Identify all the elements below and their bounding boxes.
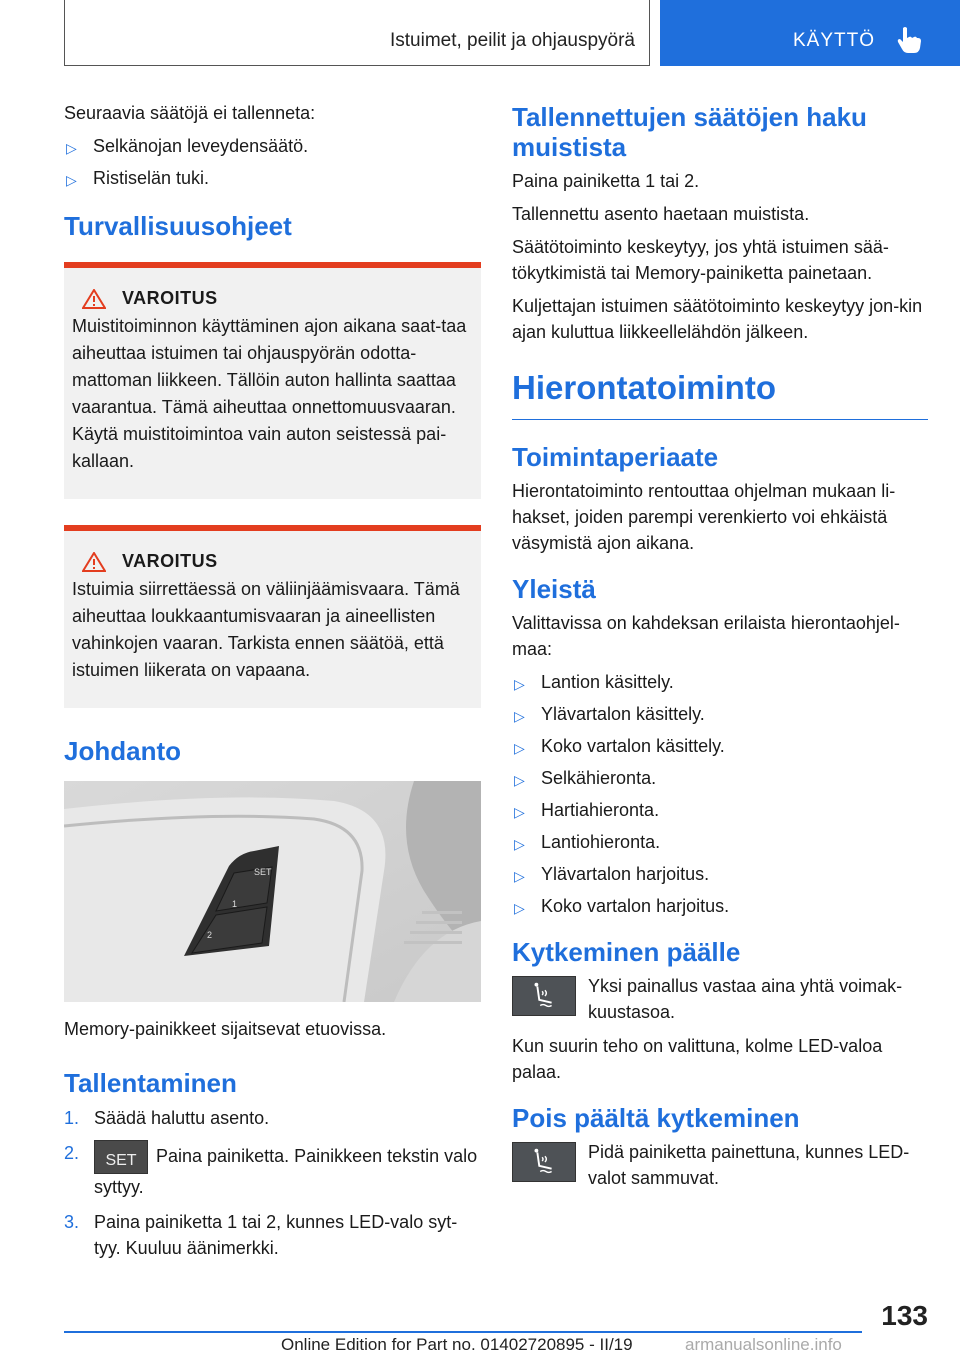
photo-caption: Memory-painikkeet sijaitsevat etuovissa.: [64, 1019, 387, 1039]
memory-2-label: 2: [207, 930, 213, 940]
triangle-bullet-icon: ▷: [514, 740, 525, 756]
general-text: Valittavissa on kahdeksan erilaista hierontaohjel-maa:: [512, 613, 900, 659]
switch-off-heading: Pois päältä kytkeminen: [512, 1103, 800, 1133]
list-item: 3. Paina painiketta 1 tai 2, kunnes LED-valo syt-tyy. Kuuluu äänimerkki.: [64, 1212, 458, 1258]
triangle-bullet-icon: ▷: [514, 804, 525, 820]
memory-1-label: 1: [232, 899, 238, 909]
list-item: ▷ Ristiselän tuki.: [64, 165, 481, 191]
not-saved-list: [64, 133, 481, 191]
warning-box: [64, 262, 481, 499]
triangle-bullet-icon: ▷: [66, 172, 77, 188]
chapter-tab: [64, 0, 650, 66]
list-item: 1. Säädä haluttu asento.: [64, 1108, 270, 1128]
list-item: ▷ Selkänojan leveydensäätö.: [64, 133, 481, 159]
set-button-icon: SET: [94, 1140, 148, 1174]
section-title: KÄYTTÖ: [793, 30, 876, 51]
massage-seat-icon: [512, 976, 576, 1016]
section-tab: [660, 0, 960, 66]
switch-on-heading: Kytkeminen päälle: [512, 937, 741, 967]
recall-text: Paina painiketta 1 tai 2.: [512, 171, 700, 191]
recall-text: Tallennettu asento haetaan muistista.: [512, 204, 810, 224]
triangle-bullet-icon: ▷: [66, 140, 77, 156]
massage-seat-icon: [512, 1142, 576, 1182]
triangle-bullet-icon: ▷: [514, 836, 525, 852]
principle-text: Hierontatoiminto rentouttaa ohjelman mukaan li-hakset, joiden parempi verenkierto voi ehkäistä väsymistä ajon aikana.: [512, 481, 896, 553]
warning-title: VAROITUS: [122, 288, 218, 308]
set-button-label: SET: [254, 867, 272, 877]
chapter-title: Istuimet, peilit ja ohjauspyörä: [389, 30, 635, 51]
warning-triangle-icon: [82, 552, 106, 572]
triangle-bullet-icon: ▷: [514, 772, 525, 788]
triangle-bullet-icon: ▷: [514, 900, 525, 916]
triangle-bullet-icon: ▷: [514, 708, 525, 724]
switch-on-instruction: [512, 973, 928, 1025]
warning-triangle-icon: [82, 289, 106, 309]
recall-text: Kuljettajan istuimen säätötoiminto keskeytyy jon-kin ajan kuluttua liikkeellelähdön jälkeen.: [512, 296, 923, 342]
warning-text: Istuimia siirrettäessä on väliinjäämisvaara. Tämä aiheuttaa loukkaantumisvaaran ja aineellisten vahinkojen vaaran. Tarkista ennen säätöä, että istuimen liikerata on vapaana.: [72, 579, 460, 680]
footer-divider: [64, 1331, 862, 1333]
principle-heading: Toimintaperiaate: [512, 442, 719, 472]
switch-off-instruction: [512, 1139, 928, 1191]
switch-on-text: Yksi painallus vastaa aina yhtä voimak-kuustasoa.: [588, 976, 903, 1022]
massage-heading: Hierontatoiminto: [512, 369, 928, 420]
watermark-text: armanualsonline.info: [685, 1335, 842, 1354]
warning-text: Muistitoiminnon käyttäminen ajon aikana saat-taa aiheuttaa istuimen tai ohjauspyörän odotta-mattoman liikkeen. Tällöin auton hallinta saattaa vaarantua. Tämä aiheuttaa onnettomuusvaaran. Käytä muistitoimintoa vain auton seistessä pai-kallaan.: [72, 316, 467, 471]
list-item: ▷ Koko vartalon käsittely.: [512, 733, 928, 759]
list-item: ▷ Koko vartalon harjoitus.: [512, 893, 928, 919]
warning-box: [64, 525, 481, 708]
programs-list: [512, 669, 928, 919]
memory-buttons-photo: [64, 781, 481, 1002]
general-heading: Yleistä: [512, 574, 596, 604]
recall-text: Säätötoiminto keskeytyy, jos yhtä istuimen sää-tökytkimistä tai Memory-painiketta painetaan.: [512, 237, 889, 283]
list-item: ▷ Lantion käsittely.: [512, 669, 928, 695]
list-item: ▷ Ylävartalon käsittely.: [512, 701, 928, 727]
edition-text: Online Edition for Part no. 01402720895 - II/19: [281, 1335, 633, 1354]
page-number: 133: [881, 1300, 928, 1331]
safety-heading: Turvallisuusohjeet: [64, 211, 292, 241]
list-item: ▷ Selkähieronta.: [512, 765, 928, 791]
max-power-text: Kun suurin teho on valittuna, kolme LED-valoa palaa.: [512, 1036, 883, 1082]
list-item: ▷ Lantiohieronta.: [512, 829, 928, 855]
right-column: [512, 100, 928, 1199]
not-saved-intro: Seuraavia säätöjä ei tallenneta:: [64, 103, 316, 123]
list-item: 2. SET Paina painiketta. Painikkeen tekstin valo syttyy.: [64, 1140, 481, 1200]
list-item: ▷ Hartiahieronta.: [512, 797, 928, 823]
recall-heading: Tallennettujen säätöjen haku muistista: [512, 102, 867, 162]
saving-steps: [64, 1105, 481, 1261]
hand-pointer-icon: [896, 26, 922, 54]
introduction-heading: Johdanto: [64, 736, 181, 766]
triangle-bullet-icon: ▷: [514, 868, 525, 884]
left-column: [64, 100, 481, 1270]
list-item: ▷ Ylävartalon harjoitus.: [512, 861, 928, 887]
warning-title: VAROITUS: [122, 551, 218, 571]
switch-off-text: Pidä painiketta painettuna, kunnes LED-valot sammuvat.: [588, 1142, 910, 1188]
page-header: [0, 0, 960, 66]
saving-heading: Tallentaminen: [64, 1068, 237, 1098]
triangle-bullet-icon: ▷: [514, 676, 525, 692]
